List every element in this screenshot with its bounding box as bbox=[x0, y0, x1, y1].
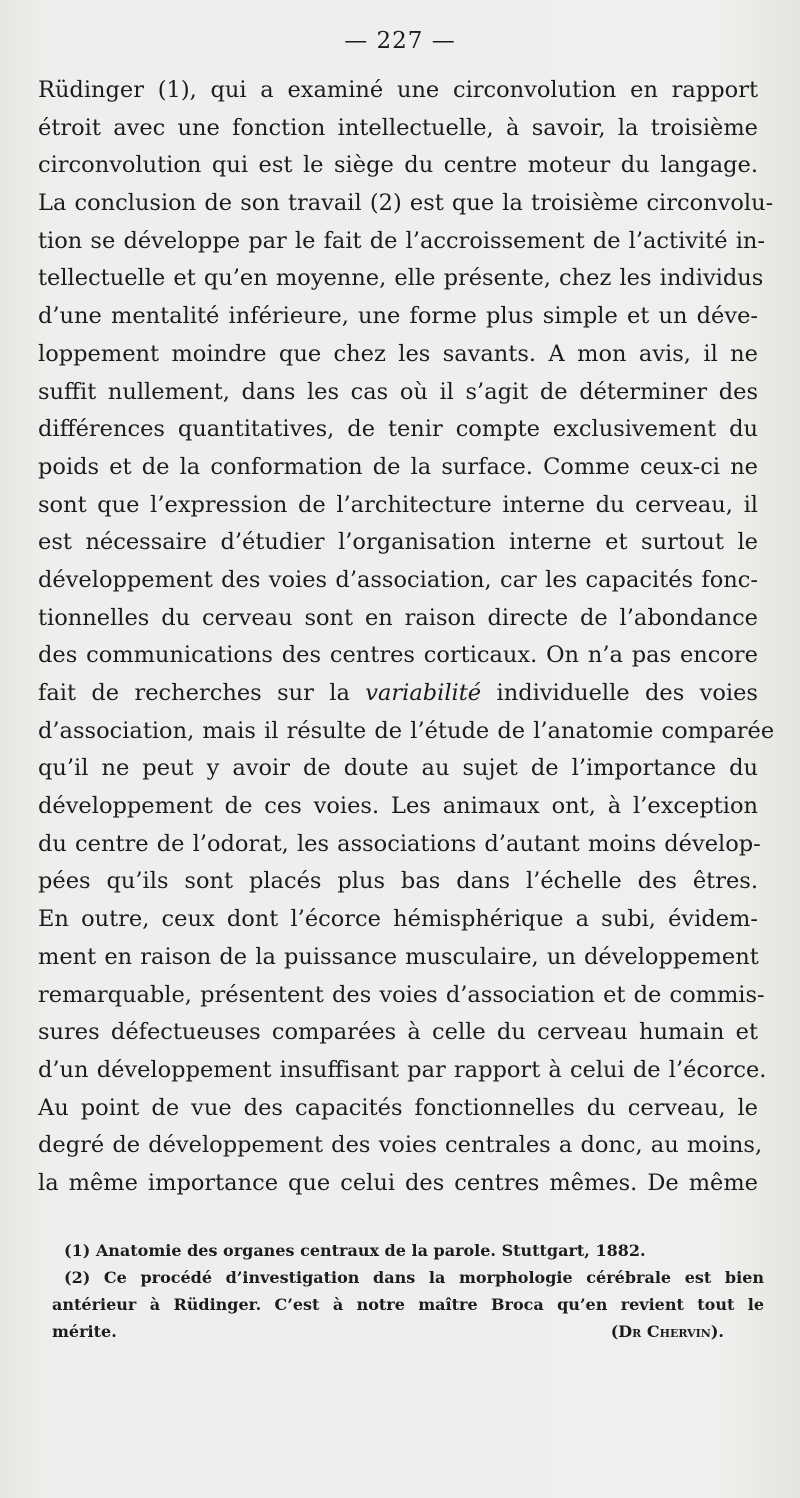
text-line: étroit avec une fonction intellectuelle, à savoir, la troisième bbox=[38, 114, 758, 141]
text-line: est nécessaire d’étudier l’organisation interne et surtout le bbox=[38, 529, 758, 556]
text-line: sures défectueuses comparées à celle du cerveau humain et bbox=[38, 1019, 758, 1046]
text-segment: fait de recherches sur la bbox=[38, 680, 366, 706]
footnote-2-line: antérieur à Rüdinger. C’est à notre maître Broca qu’en revient tout le bbox=[52, 1295, 764, 1314]
text-line: poids et de la conformation de la surface. Comme ceux-ci ne bbox=[38, 453, 758, 480]
footnote-1: (1) Anatomie des organes centraux de la parole. Stuttgart, 1882. bbox=[64, 1241, 646, 1260]
text-line: pées qu’ils sont placés plus bas dans l’échelle des êtres. bbox=[38, 868, 758, 895]
italic-word: variabilité bbox=[365, 680, 482, 706]
footnote-2-line: (2) Ce procédé d’investigation dans la morphologie cérébrale est bien bbox=[64, 1268, 764, 1287]
text-line: tion se développe par le fait de l’accroissement de l’activité in- bbox=[38, 227, 765, 254]
text-line: Rüdinger (1), qui a examiné une circonvolution en rapport bbox=[38, 77, 758, 103]
text-line: différences quantitatives, de tenir compte exclusivement du bbox=[38, 416, 758, 443]
text-line: d’une mentalité inférieure, une forme plus simple et un déve- bbox=[38, 303, 758, 330]
text-line: circonvolution qui est le siège du centre moteur du langage. bbox=[38, 152, 758, 179]
text-line: qu’il ne peut y avoir de doute au sujet de l’importance du bbox=[38, 755, 758, 782]
text-segment: individuelle des voies bbox=[481, 680, 758, 706]
text-line: sont que l’expression de l’architecture interne du cerveau, il bbox=[38, 491, 758, 518]
text-line: degré de développement des voies centrales a donc, au moins, bbox=[38, 1132, 763, 1159]
footnotes bbox=[52, 1237, 764, 1345]
text-line: des communications des centres corticaux. On n’a pas encore bbox=[38, 642, 758, 669]
body-text bbox=[38, 72, 775, 1203]
text-line: remarquable, présentent des voies d’association et de commis- bbox=[38, 981, 765, 1008]
text-line: développement des voies d’association, car les capacités fonc- bbox=[38, 566, 758, 593]
text-line: tionnelles du cerveau sont en raison directe de l’abondance bbox=[38, 604, 758, 631]
text-line: ment en raison de la puissance musculaire, un développement bbox=[38, 943, 759, 970]
text-line: suffit nullement, dans les cas où il s’agit de déterminer des bbox=[38, 378, 758, 405]
footnote-2-line: mérite. bbox=[52, 1322, 117, 1341]
page-number: — 227 — bbox=[344, 28, 456, 54]
text-line: La conclusion de son travail (2) est que la troisième circonvolu- bbox=[38, 190, 774, 217]
text-line: En outre, ceux dont l’écorce hémisphérique a subi, évidem- bbox=[38, 906, 758, 933]
text-line: tellectuelle et qu’en moyenne, elle présente, chez les individus bbox=[38, 265, 764, 292]
text-line: la même importance que celui des centres mêmes. De même bbox=[38, 1169, 758, 1196]
footnote-2-last-row bbox=[52, 1318, 764, 1345]
text-line: loppement moindre que chez les savants. A mon avis, il ne bbox=[38, 340, 758, 367]
text-line: d’un développement insuffisant par rapport à celui de l’écorce. bbox=[38, 1056, 767, 1083]
text-line: du centre de l’odorat, les associations d’autant moins dévelop- bbox=[38, 830, 761, 857]
text-line: développement de ces voies. Les animaux ont, à l’exception bbox=[38, 793, 758, 820]
text-line: Au point de vue des capacités fonctionnelles du cerveau, le bbox=[38, 1094, 758, 1121]
text-line: d’association, mais il résulte de l’étude de l’anatomie comparée bbox=[38, 717, 775, 744]
footnote-signature: (Dr Chervin). bbox=[610, 1322, 724, 1341]
text-line-with-italic bbox=[38, 675, 758, 713]
